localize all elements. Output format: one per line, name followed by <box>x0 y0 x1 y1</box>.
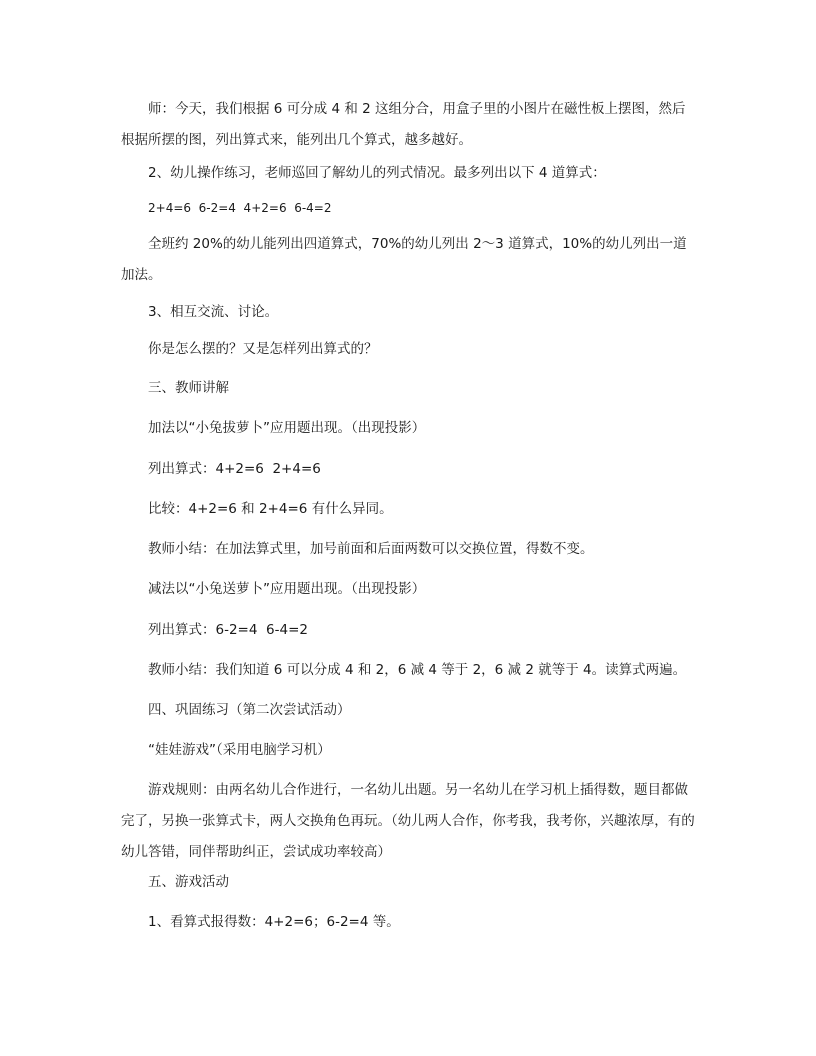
paragraph-addition-summary: 教师小结：在加法算式里，加号前面和后面两数可以交换位置，得数不变。 <box>148 541 594 557</box>
paragraph-game-activity-1: 1、看算式报得数：4+2=6；6-2=4 等。 <box>148 914 400 930</box>
paragraph-subtraction-summary: 教师小结：我们知道 6 可以分成 4 和 2，6 减 4 等于 2，6 减 2 就等于 4。读算式两遍。 <box>148 662 687 678</box>
paragraph-equations: 2+4=6 6-2=4 4+2=6 6-4=2 <box>148 201 332 215</box>
section-heading-5: 五、游戏活动 <box>148 874 229 890</box>
section-heading-3: 三、教师讲解 <box>148 380 229 396</box>
paragraph-game-rules: 游戏规则：由两名幼儿合作进行，一名幼儿出题。另一名幼儿在学习机上插得数，题目都做完了，另换一张算式卡，两人交换角色再玩。（幼儿两人合作，你考我，我考你，兴趣浓厚，有的幼儿答错，同伴帮助纠正，尝试成功率较高） <box>121 782 695 860</box>
paragraph-comparison: 比较：4+2=6 和 2+4=6 有什么异同。 <box>148 501 393 517</box>
paragraph-subtraction-problem: 减法以“小兔送萝卜”应用题出现。（出现投影） <box>148 581 426 597</box>
paragraph-subtraction-equations: 列出算式：6-2=4 6-4=2 <box>148 622 308 638</box>
paragraph-game-title: “娃娃游戏”（采用电脑学习机） <box>148 742 331 758</box>
section-heading-4: 四、巩固练习（第二次尝试活动） <box>148 702 351 718</box>
paragraph-addition-equations: 列出算式：4+2=6 2+4=6 <box>148 461 321 477</box>
paragraph-step-2: 2、幼儿操作练习，老师巡回了解幼儿的列式情况。最多列出以下 4 道算式： <box>148 165 606 181</box>
paragraph-step-3: 3、相互交流、讨论。 <box>148 304 279 320</box>
paragraph-addition-problem: 加法以“小兔拔萝卜”应用题出现。（出现投影） <box>148 420 426 436</box>
paragraph-question: 你是怎么摆的？又是怎样列出算式的？ <box>148 341 378 357</box>
paragraph-class-stats: 全班约 20%的幼儿能列出四道算式，70%的幼儿列出 2～3 道算式，10%的幼儿列出一道加法。 <box>121 236 687 283</box>
paragraph-teacher-intro: 师：今天，我们根据 6 可分成 4 和 2 这组分合，用盒子里的小图片在磁性板上摆图，然后根据所摆的图，列出算式来，能列出几个算式，越多越好。 <box>121 101 686 148</box>
